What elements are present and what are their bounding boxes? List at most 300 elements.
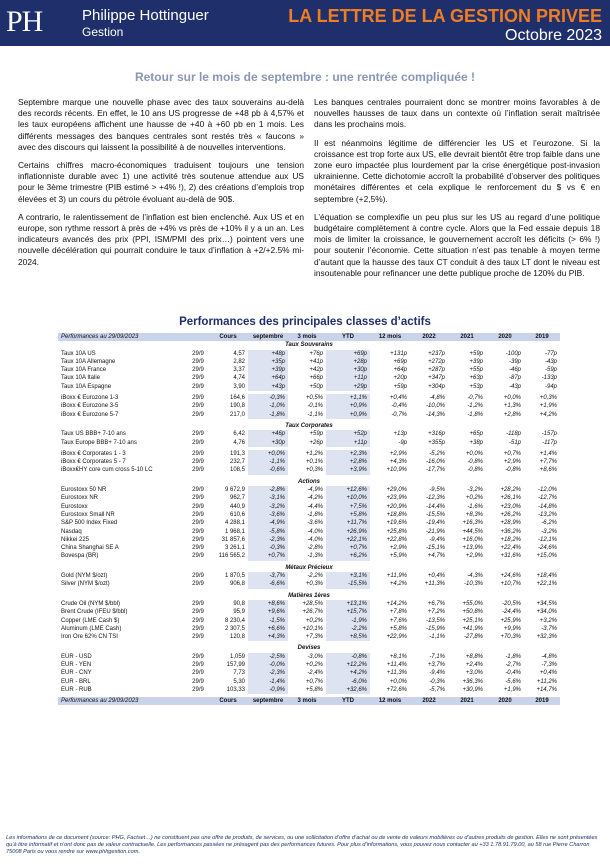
cell-value: 3 261,1 xyxy=(224,545,245,552)
cell-value: +25,9% xyxy=(500,617,521,624)
cell-value: +304p xyxy=(428,383,445,390)
cell-value: -77p xyxy=(544,350,557,357)
cell-value: +13,1% xyxy=(326,600,370,608)
cell-value: 29/9 xyxy=(192,573,204,580)
cell-value: +0,4% xyxy=(427,573,445,580)
cell-value: +0,3% xyxy=(539,395,557,402)
cell-value: +3,9% xyxy=(326,466,370,474)
cell-value: +6,2% xyxy=(326,552,370,560)
table-row xyxy=(58,439,560,447)
cell-value: -17,7% xyxy=(425,467,445,474)
asset-name: EUR - CNY xyxy=(61,670,92,677)
cell-value: +1,2% xyxy=(305,450,323,457)
cell-value: +9,9% xyxy=(503,625,521,632)
cell-value: +39p xyxy=(469,358,483,365)
cell-value: +1,4% xyxy=(539,450,557,457)
cell-value: -5,6% xyxy=(505,678,521,685)
cell-value: -1,0% xyxy=(248,402,288,410)
column-header: septembre xyxy=(252,334,284,340)
cell-value: +14,7% xyxy=(536,686,557,693)
cell-value: +69p xyxy=(393,358,407,365)
cell-value: -2,7% xyxy=(505,661,521,668)
table-row xyxy=(58,552,560,560)
cell-value: +0,7% xyxy=(248,552,288,560)
logo: PH xyxy=(6,5,43,38)
cell-value: -9,5% xyxy=(429,487,445,494)
cell-value: -6,6% xyxy=(248,580,288,588)
cell-value: +3,1% xyxy=(326,572,370,580)
table-row xyxy=(58,608,560,616)
cell-value: 29/9 xyxy=(192,600,204,607)
asset-name: Eurostoxx NR xyxy=(61,495,99,502)
paragraph: Les banques centrales pourraient donc se montrer moins favorables à de nouvelles hausses de taux dans un contexte où l’inflation serait maîtrisée dans les prochains mois. xyxy=(314,97,600,130)
cell-value: +4,2% xyxy=(389,581,407,588)
asset-name: Silver (NYM $/ozt) xyxy=(61,581,110,588)
cell-value: 906,8 xyxy=(229,581,245,588)
cell-value: 5,30 xyxy=(233,678,245,685)
cell-value: -87p xyxy=(508,375,521,382)
asset-name: EUR - RUB xyxy=(61,686,92,693)
cell-value: 116 565,2 xyxy=(218,553,245,560)
cell-value: -3,6% xyxy=(248,511,288,519)
cell-value: -43p xyxy=(544,358,557,365)
column-header: 2019 xyxy=(535,698,549,705)
cell-value: -10,0% xyxy=(425,403,445,410)
cell-value: +0,0% xyxy=(248,450,288,458)
cell-value: +12,2% xyxy=(326,661,370,669)
cell-value: +0,5% xyxy=(305,395,323,402)
table-row xyxy=(58,511,560,519)
cell-value: -3,2% xyxy=(467,487,483,494)
cell-value: +1,1% xyxy=(326,394,370,402)
cell-value: +7,8% xyxy=(389,609,407,616)
cell-value: +2,8% xyxy=(326,458,370,466)
cell-value: 29/9 xyxy=(192,686,204,693)
cell-value: +11,7% xyxy=(326,519,370,527)
cell-value: +18,4% xyxy=(536,573,557,580)
cell-value: 29/9 xyxy=(192,625,204,632)
cell-value: -43p xyxy=(508,383,521,390)
cell-value: +15,7% xyxy=(326,608,370,616)
cell-value: 2 307,5 xyxy=(224,625,245,632)
section-header-row xyxy=(58,422,560,430)
cell-value: -9,4% xyxy=(429,536,445,543)
cell-value: +26,1% xyxy=(500,495,521,502)
cell-value: +26p xyxy=(309,439,323,446)
cell-value: 29/9 xyxy=(192,545,204,552)
cell-value: -0,7% xyxy=(467,395,483,402)
cell-value: -2,4% xyxy=(307,670,323,677)
asset-name: Taux Europe BBB+ 7-10 ans xyxy=(61,439,137,446)
cell-value: +0,0% xyxy=(389,678,407,685)
asset-name: iBoxx€HY core cum cross 5-10 LC xyxy=(61,467,153,474)
cell-value: +31,6% xyxy=(500,553,521,560)
cell-value: +16,0% xyxy=(462,536,483,543)
cell-value: 1 968,1 xyxy=(224,528,245,535)
table-row xyxy=(58,358,560,366)
cell-value: -59p xyxy=(544,367,557,374)
cell-value: +66p xyxy=(309,375,323,382)
cell-value: 29/9 xyxy=(192,653,204,660)
cell-value: +4,7% xyxy=(427,553,445,560)
cell-value: +11,2% xyxy=(536,678,557,685)
cell-value: -15,1% xyxy=(425,545,445,552)
cell-value: +7,7% xyxy=(539,459,557,466)
cell-value: +8,6% xyxy=(539,467,557,474)
cell-value: 29/9 xyxy=(192,661,204,668)
cell-value: +2,3% xyxy=(326,450,370,458)
cell-value: +22,1% xyxy=(326,536,370,544)
table-row xyxy=(58,617,560,625)
section-title: Devises xyxy=(58,644,560,652)
cell-value: -13,2% xyxy=(537,511,557,518)
cell-value: 2,82 xyxy=(233,358,245,365)
cell-value: -0,3% xyxy=(248,544,288,552)
cell-value: +30p xyxy=(326,366,370,374)
cell-value: -100p xyxy=(505,350,521,357)
cell-value: 31 857,6 xyxy=(221,536,245,543)
cell-value: +5,8% xyxy=(305,686,323,693)
cell-value: +28,5% xyxy=(302,600,323,607)
asset-name: EUR - USD xyxy=(61,653,92,660)
cell-value: +2,4% xyxy=(465,661,483,668)
asset-name: Gold (NYM $/ozt) xyxy=(61,573,108,580)
cell-value: +50,8% xyxy=(462,609,483,616)
column-header: 3 mois xyxy=(297,334,317,340)
cell-value: +16,3% xyxy=(462,520,483,527)
cell-value: +11p xyxy=(326,439,370,447)
cell-value: +0,4% xyxy=(389,395,407,402)
column-header: Cours xyxy=(219,698,237,705)
asset-name: iBoxx € Corporates 1 - 3 xyxy=(61,450,126,457)
asset-name: Copper (LME Cash $) xyxy=(61,617,120,624)
performance-title: Performances des principales classes d’actifs xyxy=(179,316,431,328)
cell-value: -12,0% xyxy=(537,487,557,494)
cell-value: +55p xyxy=(469,367,483,374)
cell-value: -1,8% xyxy=(467,411,483,418)
cell-value: -4,8% xyxy=(541,653,557,660)
cell-value: 29/9 xyxy=(192,495,204,502)
cell-value: -15,5% xyxy=(425,511,445,518)
asset-name: S&P 500 Index Fixed xyxy=(61,520,118,527)
cell-value: -14,3% xyxy=(425,411,445,418)
cell-value: -4,9% xyxy=(248,519,288,527)
cell-value: -6,2% xyxy=(541,520,557,527)
asset-name: Taux 10A Italie xyxy=(61,375,101,382)
cell-value: +0,0% xyxy=(503,395,521,402)
cell-value: +9,6% xyxy=(248,608,288,616)
cell-value: 29/9 xyxy=(192,553,204,560)
cell-value: +3,7% xyxy=(427,661,445,668)
cell-value: +6,6% xyxy=(248,625,288,633)
cell-value: -24,6% xyxy=(537,545,557,552)
cell-value: 29/9 xyxy=(192,617,204,624)
cell-value: -7,1% xyxy=(429,653,445,660)
table-row xyxy=(58,503,560,511)
cell-value: +50p xyxy=(309,383,323,390)
asset-name: EUR - YEN xyxy=(61,661,92,668)
cell-value: -0,3% xyxy=(248,394,288,402)
cell-value: +1,9% xyxy=(539,403,557,410)
cell-value: +5,8% xyxy=(326,511,370,519)
cell-value: 440,9 xyxy=(229,503,245,510)
cell-value: +41,9% xyxy=(462,625,483,632)
cell-value: +4,2% xyxy=(326,669,370,677)
cell-value: +76p xyxy=(309,350,323,357)
cell-value: +0,7% xyxy=(503,450,521,457)
cell-value: -4,8% xyxy=(429,395,445,402)
cell-value: -2,8% xyxy=(307,545,323,552)
performance-table xyxy=(58,333,560,705)
cell-value: +18,2% xyxy=(500,536,521,543)
cell-value: -94p xyxy=(544,383,557,390)
cell-value: +0,1% xyxy=(305,459,323,466)
cell-value: +10,7% xyxy=(500,581,521,588)
cell-value: +70,3% xyxy=(500,634,521,641)
asset-name: iBoxx € Eurozone 5-7 xyxy=(61,411,119,418)
table-row xyxy=(58,625,560,633)
cell-value: 29/9 xyxy=(192,670,204,677)
section-title: Actions xyxy=(58,478,560,486)
right-column xyxy=(314,97,600,286)
cell-value: +52p xyxy=(326,430,370,438)
cell-value: -1,8% xyxy=(248,411,288,419)
cell-value: +5,9% xyxy=(389,553,407,560)
cell-value: 1,059 xyxy=(229,653,245,660)
cell-value: +26,7% xyxy=(302,609,323,616)
cell-value: 29/9 xyxy=(192,367,204,374)
cell-value: +4,2% xyxy=(539,411,557,418)
asset-name: Eurostoxx Small NR xyxy=(61,511,115,518)
cell-value: +19,6% xyxy=(386,520,407,527)
cell-value: +355p xyxy=(428,439,445,446)
cell-value: +0,2% xyxy=(465,495,483,502)
performance-table-wrapper xyxy=(58,333,560,705)
cell-value: -4,4% xyxy=(307,503,323,510)
asset-name: Aluminum (LME Cash) xyxy=(61,625,122,632)
table-footer-row xyxy=(58,697,560,705)
cell-value: +26,2% xyxy=(500,511,521,518)
cell-value: +46p xyxy=(248,430,288,438)
cell-value: -46p xyxy=(508,367,521,374)
cell-value: +10,0% xyxy=(326,494,370,502)
newsletter-date: Octobre 2023 xyxy=(505,27,602,44)
cell-value: -27,8% xyxy=(463,634,483,641)
asset-name: Bovespa (BR) xyxy=(61,553,99,560)
section-header-row xyxy=(58,478,560,486)
cell-value: 29/9 xyxy=(192,520,204,527)
cell-value: +0,3% xyxy=(305,467,323,474)
section-title: Matières 1ères xyxy=(58,592,560,600)
cell-value: +8,5% xyxy=(326,633,370,641)
column-header: 12 mois xyxy=(378,698,402,705)
cell-value: +0,7% xyxy=(305,678,323,685)
cell-value: +4,3% xyxy=(248,633,288,641)
cell-value: +18,8% xyxy=(386,511,407,518)
cell-value: 29/9 xyxy=(192,459,204,466)
section-title: Métaux Précieux xyxy=(58,564,560,572)
column-header: Cours xyxy=(219,334,237,340)
section-header-row xyxy=(58,592,560,600)
column-header xyxy=(188,333,208,341)
table-row xyxy=(58,411,560,419)
cell-value: +11,3% xyxy=(386,670,407,677)
asset-name: Taux 10A Espagne xyxy=(61,383,112,390)
cell-value: +25,8% xyxy=(386,528,407,535)
cell-value: 7,73 xyxy=(233,670,245,677)
table-row xyxy=(58,633,560,641)
cell-value: 217,0 xyxy=(229,411,245,418)
cell-value: 29/9 xyxy=(192,358,204,365)
cell-value: -3,7% xyxy=(248,572,288,580)
cell-value: +0,0% xyxy=(465,450,483,457)
cell-value: +287p xyxy=(428,367,445,374)
cell-value: +5,8% xyxy=(389,625,407,632)
cell-value: +22,4% xyxy=(500,545,521,552)
cell-value: -2,3% xyxy=(248,669,288,677)
cell-value: +44,5% xyxy=(462,528,483,535)
cell-value: 29/9 xyxy=(192,511,204,518)
cell-value: +72,6% xyxy=(386,686,407,693)
column-header: 2021 xyxy=(460,334,474,340)
cell-value: 6,42 xyxy=(233,431,245,438)
cell-value: -1,1% xyxy=(248,458,288,466)
cell-value: +0,4% xyxy=(539,670,557,677)
cell-value: +69p xyxy=(326,350,370,358)
cell-value: +32,3% xyxy=(536,634,557,641)
column-header: Performances au 29/09/2023 xyxy=(61,334,139,340)
column-header: 2020 xyxy=(498,334,512,340)
cell-value: -39p xyxy=(508,358,521,365)
asset-name: China Shanghai SE A xyxy=(61,545,119,552)
cell-value: -1,8% xyxy=(505,653,521,660)
cell-value: +25,1% xyxy=(462,617,483,624)
cell-value: +0,7% xyxy=(326,544,370,552)
cell-value: +36,3% xyxy=(462,678,483,685)
table-row xyxy=(58,450,560,458)
cell-value: -2,3% xyxy=(248,536,288,544)
cell-value: -5,8% xyxy=(248,528,288,536)
cell-value: 29/9 xyxy=(192,395,204,402)
cell-value: +28,2% xyxy=(500,487,521,494)
column-header: 2022 xyxy=(422,698,436,705)
cell-value: 4,76 xyxy=(233,439,245,446)
cell-value: -12,7% xyxy=(537,495,557,502)
cell-value: +13,9% xyxy=(462,545,483,552)
cell-value: +6,7% xyxy=(427,600,445,607)
cell-value: -133p xyxy=(541,375,557,382)
cell-value: -0,4% xyxy=(505,670,521,677)
cell-value: +0,2% xyxy=(305,617,323,624)
column-header: 2021 xyxy=(460,698,474,705)
cell-value: 29/9 xyxy=(192,487,204,494)
cell-value: 29/9 xyxy=(192,467,204,474)
cell-value: +4,3% xyxy=(389,459,407,466)
cell-value: 29/9 xyxy=(192,634,204,641)
cell-value: +29p xyxy=(326,383,370,391)
cell-value: +2,9% xyxy=(389,450,407,457)
cell-value: -1,8% xyxy=(307,511,323,518)
cell-value: 120,8 xyxy=(229,634,245,641)
cell-value: -0,8% xyxy=(467,459,483,466)
column-header: septembre xyxy=(252,698,284,705)
asset-name: Crude Oil (NYM $/bbl) xyxy=(61,600,121,607)
cell-value: +7,2% xyxy=(427,609,445,616)
cell-value: +8,3% xyxy=(465,511,483,518)
cell-value: -6,0% xyxy=(326,678,370,686)
asset-name: EUR - BRL xyxy=(61,678,91,685)
cell-value: +23,9% xyxy=(386,495,407,502)
paragraph: Certains chiffres macro-économiques traduisent toujours une tension inflationniste durable avec 1) une activité très soutenue attendue aux US pour le 3ème trimestre (PIB estimé > +4% !), 2) des créations d’emplois trop élevées et 3) un cours du pétrole évoluant au-delà de 90$. xyxy=(18,160,304,204)
cell-value: +12,6% xyxy=(326,486,370,494)
cell-value: +59p xyxy=(309,431,323,438)
cell-value: +10,1% xyxy=(302,625,323,632)
cell-value: -15,5% xyxy=(326,580,370,588)
column-header: 2019 xyxy=(535,334,549,340)
asset-name: Taux US BBB+ 7-10 ans xyxy=(61,431,126,438)
column-header: 2022 xyxy=(422,334,436,340)
cell-value: -3,6% xyxy=(307,520,323,527)
cell-value: -118p xyxy=(506,431,521,438)
asset-name: Nikkei 225 xyxy=(61,536,90,543)
column-header: Performances au 29/09/2023 xyxy=(61,698,139,705)
cell-value: -0,0% xyxy=(248,661,288,669)
table-row xyxy=(58,374,560,382)
table-row xyxy=(58,678,560,686)
cell-value: 962,7 xyxy=(229,495,245,502)
cell-value: 4 288,1 xyxy=(224,520,245,527)
table-row xyxy=(58,366,560,374)
table-row xyxy=(58,686,560,694)
table-row xyxy=(58,661,560,669)
cell-value: +20,9% xyxy=(386,503,407,510)
cell-value: -12,1% xyxy=(537,536,557,543)
cell-value: -21,9% xyxy=(425,528,445,535)
table-row xyxy=(58,669,560,677)
cell-value: -3,7% xyxy=(541,625,557,632)
cell-value: -3,2% xyxy=(248,503,288,511)
newsletter-title: LA LETTRE DE LA GESTION PRIVEE xyxy=(288,6,602,26)
cell-value: 29/9 xyxy=(192,431,204,438)
cell-value: +28p xyxy=(326,358,370,366)
cell-value: -1,1% xyxy=(307,411,323,418)
asset-name: Taux 10A France xyxy=(61,367,107,374)
asset-name: Nasdaq xyxy=(61,528,82,535)
cell-value: -1,2% xyxy=(467,403,483,410)
asset-name: Taux 10A Allemagne xyxy=(61,358,116,365)
cell-value: -19,4% xyxy=(425,520,445,527)
cell-value: +39p xyxy=(248,366,288,374)
cell-value: +32,6% xyxy=(326,686,370,694)
cell-value: -16,0% xyxy=(425,459,445,466)
cell-value: +24,6% xyxy=(500,573,521,580)
cell-value: 3,37 xyxy=(233,367,245,374)
table-row xyxy=(58,544,560,552)
cell-value: 9 672,9 xyxy=(224,487,245,494)
cell-value: -5,7% xyxy=(429,686,445,693)
cell-value: +53p xyxy=(469,383,483,390)
cell-value: 8 230,4 xyxy=(224,617,245,624)
column-header: 12 mois xyxy=(378,334,402,340)
cell-value: -13,5% xyxy=(425,617,445,624)
asset-name: Taux 10A US xyxy=(61,350,96,357)
cell-value: +272p xyxy=(428,358,445,365)
table-row xyxy=(58,653,560,661)
cell-value: -1,1% xyxy=(429,634,445,641)
cell-value: +0,2% xyxy=(305,661,323,668)
cell-value: +38p xyxy=(469,439,483,446)
cell-value: -7,3% xyxy=(541,661,557,668)
